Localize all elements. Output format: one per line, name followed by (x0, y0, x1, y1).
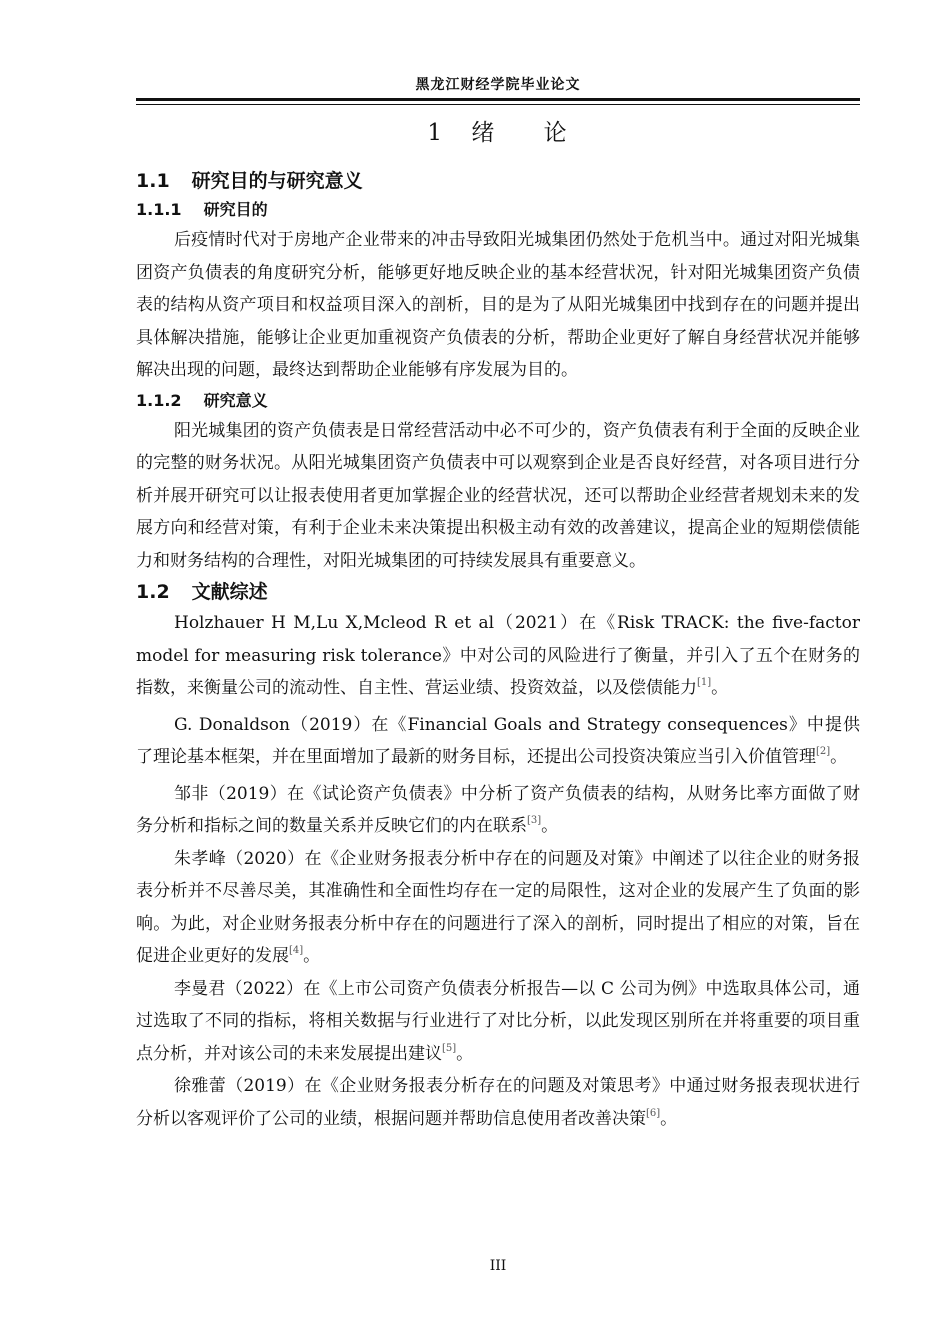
section-number: 1.1 (136, 170, 170, 192)
literature-paragraph-5 (136, 973, 860, 1071)
sentence-end: 。 (303, 946, 321, 966)
header-rule-thick (136, 98, 860, 101)
sentence-end: 。 (660, 1108, 678, 1129)
literature-paragraph-2 (136, 709, 860, 774)
header-rule-thin (136, 104, 860, 105)
section-heading-1-2 (136, 577, 860, 607)
literature-text: 李曼君（2022）在《上市公司资产负债表分析报告—以 C 公司为例》中选取具体公司，通过选取了不同的指标，将相关数据与行业进行了对比分析，以此发现区别所在并将重要的项目重点分析，并对该公司的未来发展提出建议 (136, 978, 860, 1064)
citation-mark[interactable]: [5] (442, 1042, 457, 1054)
literature-text: Holzhauer H M,Lu X,Mcleod R et al（2021）在《Risk TRACK: the five-factor model for measuring risk tolerance》中对公司的风险进行了衡量，并引入了五个在财务的指数，来衡量公司的流动性、自主性、营运业绩、投资效益，以及偿债能力 (136, 613, 860, 698)
subsection-number: 1.1.2 (136, 390, 182, 410)
page-number: III (489, 1258, 507, 1274)
literature-text: 邹非（2019）在《试论资产负债表》中分析了资产负债表的结构，从财务比率方面做了财务分析和指标之间的数量关系并反映它们的内在联系 (136, 783, 860, 836)
literature-text: 徐雅蕾（2019）在《企业财务报表分析存在的问题及对策思考》中通过财务报表现状进行分析以客观评价了公司的业绩，根据问题并帮助信息使用者改善决策 (136, 1076, 860, 1129)
sentence-end: 。 (830, 747, 848, 767)
literature-paragraph-4 (136, 843, 860, 973)
sentence-end: 。 (541, 816, 559, 836)
subsection-title: 研究目的 (203, 200, 268, 219)
subsection-title: 研究意义 (203, 390, 268, 410)
subsection-heading-1-1-1 (136, 196, 860, 224)
subsection-heading-1-1-2 (136, 387, 860, 415)
running-header: 黑龙江财经学院毕业论文 (415, 77, 581, 93)
section-title: 研究目的与研究意义 (191, 170, 363, 192)
paragraph-research-purpose: 后疫情时代对于房地产企业带来的冲击导致阳光城集团仍然处于危机当中。通过对阳光城集团资产负债表的角度研究分析，能够更好地反映企业的基本经营状况，针对阳光城集团资产负债表的结构从资产项目和权益项目深入的剖析，目的是为了从阳光城集团中找到存在的问题并提出具体解决措施，能够让企业更加重视资产负债表的分析，帮助企业更好了解自身经营状况并能够解决出现的问题，最终达到帮助企业能够有序发展为目的。 (136, 230, 860, 380)
chapter-number: 1 (427, 120, 444, 146)
citation-mark[interactable]: [4] (289, 945, 304, 956)
section-heading-1-1 (136, 166, 860, 196)
citation-mark[interactable]: [3] (527, 815, 542, 826)
literature-paragraph-3 (136, 778, 860, 843)
citation-mark[interactable]: [1] (697, 677, 712, 688)
literature-paragraph-1 (136, 607, 860, 705)
paragraph-research-significance: 阳光城集团的资产负债表是日常经营活动中必不可少的，资产负债表有利于全面的反映企业的完整的财务状况。从阳光城集团资产负债表中可以观察到企业是否良好经营，对各项目进行分析并展开研究可以让报表使用者更加掌握企业的经营状况，还可以帮助企业经营者规划未来的发展方向和经营对策，有利于企业未来决策提出积极主动有效的改善建议，提高企业的短期偿债能力和财务结构的合理性，对阳光城集团的可持续发展具有重要意义。 (136, 420, 860, 571)
subsection-number: 1.1.1 (136, 200, 182, 219)
literature-text: 朱孝峰（2020）在《企业财务报表分析中存在的问题及对策》中阐述了以往企业的财务报表分析并不尽善尽美，其准确性和全面性均存在一定的局限性，这对企业的发展产生了负面的影响。为此，对企业财务报表分析中存在的问题进行了深入的剖析，同时提出了相应的对策，旨在促进企业更好的发展 (136, 848, 860, 966)
page-body (136, 166, 860, 1135)
citation-mark[interactable]: [6] (646, 1107, 661, 1119)
chapter-title-char-2: 论 (543, 120, 569, 146)
chapter-title-char-1: 绪 (471, 120, 497, 146)
section-title: 文献综述 (191, 581, 268, 603)
sentence-end: 。 (456, 1043, 474, 1064)
citation-mark[interactable]: [2] (816, 746, 831, 757)
sentence-end: 。 (711, 678, 729, 698)
section-number: 1.2 (136, 581, 170, 603)
literature-text: G. Donaldson（2019）在《Financial Goals and Strategy consequences》中提供了理论基本框架，并在里面增加了最新的财务目标，还提出公司投资决策应当引入价值管理 (136, 714, 860, 767)
literature-paragraph-6 (136, 1070, 860, 1135)
chapter-title (136, 114, 860, 147)
